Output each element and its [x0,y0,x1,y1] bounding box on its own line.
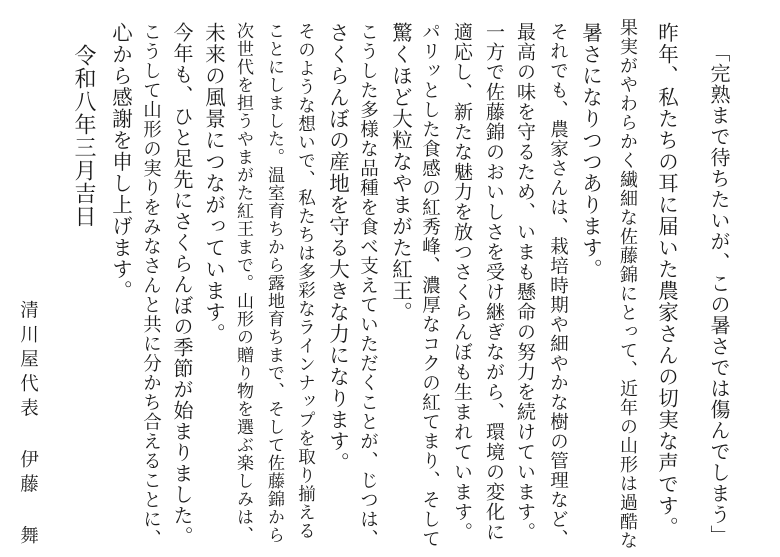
letter-title: 「完熟まで待ちたいが、この暑さでは傷んでしまう」 [707,42,731,546]
letter-line-6: 一方で佐藤錦のおいしさを受け継ぎながら、環境の変化に [483,22,505,542]
letter-line-18: 心から感謝を申し上げます。 [108,22,133,302]
letter-line-9: 驚くほど大粒なやまがた紅王。 [388,22,413,323]
letter-line-2: 果実がやわらかく繊細な佐藤錦にとって、近年の山形は過酷な [617,18,638,550]
letter-line-11: さくらんぼの産地を守る大きな力になります。 [325,22,350,474]
letter-line-7: 適応し、新たな魅力を放つさくらんぼも生まれています。 [451,22,473,542]
letter-date: 令和八年三月吉日 [71,44,96,228]
letter-line-13: ことにしました。温室育ちから露地育ちまで、そして佐藤錦から [264,22,284,544]
letter-line-17: こうして山形の実りをみなさんと共に分かち合えることに、 [140,22,162,549]
letter-line-14: 次世代を担うやまがた紅王まで。山形の贈り物を選ぶ楽しみは、 [233,22,253,544]
letter-line-16: 今年も、ひと足先にさくらんぼの季節が始まりました。 [170,22,194,547]
letter-line-5: 最高の味を守るため、いまも懸命の努力を続けています。 [514,22,536,542]
letter-line-10: こうした多様な品種を食べ支えていただくことが、じつは、 [357,22,379,549]
letter-line-15: 未来の風景につながっています。 [201,22,226,345]
letter-line-12: そのような想いで、私たちは多彩なラインナップを取り揃える [295,22,316,540]
letter-signature: 清川屋代表 伊藤 舞 [17,300,39,550]
letter-line-8: パリッとした食感の紅秀峰、濃厚なコクの紅てまり、そして [419,22,441,549]
letter-line-1: 昨年、私たちの耳に届いた農家さんの切実な声です。 [654,22,679,538]
letter-line-3: 暑さになりつつあります。 [578,22,603,280]
letter-line-4: それでも、農家さんは、栽培時期や細やかな樹の管理など、 [547,22,569,549]
